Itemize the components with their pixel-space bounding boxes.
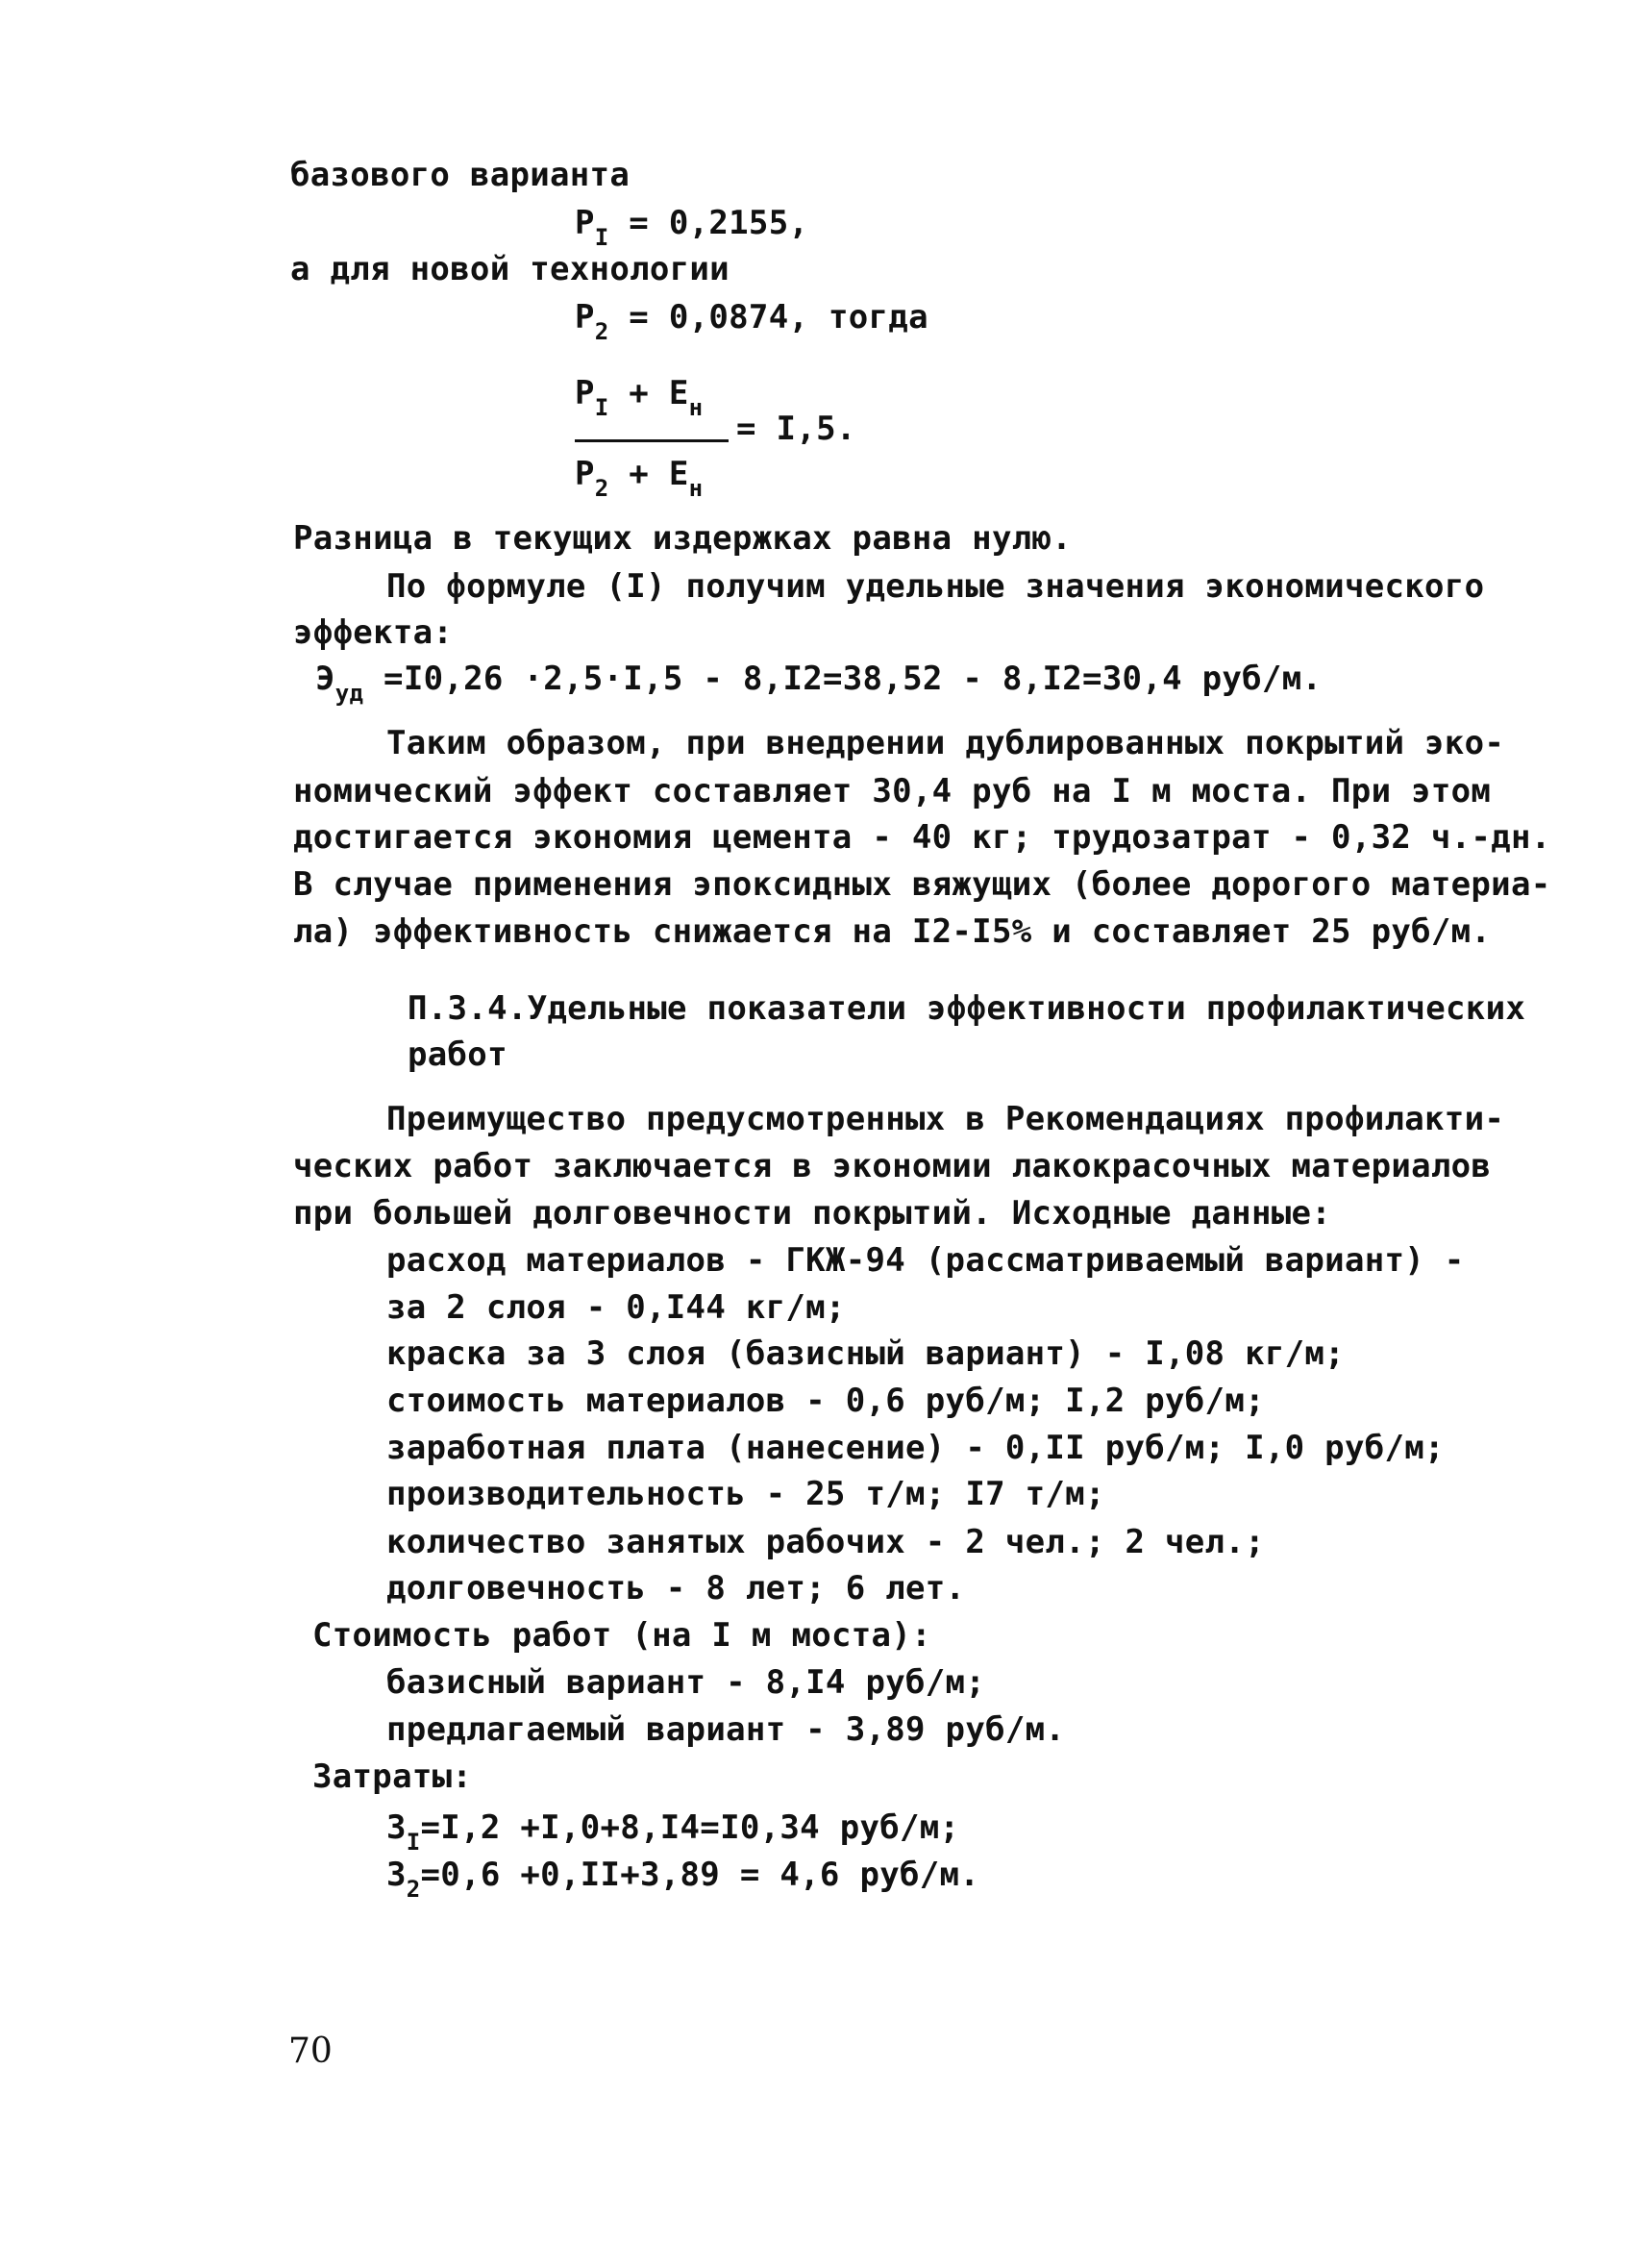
text-line: Таким образом, при внедрении дублированных покрытий эко- [386, 724, 1505, 762]
text-line: Разница в текущих издержках равна нулю. [293, 519, 1073, 558]
text-line: В случае применения эпоксидных вяжущих (более дорогого материа- [293, 865, 1551, 904]
text-line: достигается экономия цемента - 40 кг; трудозатрат - 0,32 ч.-дн. [293, 818, 1551, 857]
fraction-denominator: $P_2 + E_н$ [575, 455, 704, 502]
list-item: предлагаемый вариант - 3,89 руб/м. [386, 1710, 1066, 1749]
page-number: 70 [288, 2031, 333, 2071]
fraction-numerator: $P_I + E_н$ [575, 374, 704, 421]
text-line: базового варианта [290, 156, 631, 194]
formula-p2: $P_2 = 0,0874$, тогда [575, 298, 928, 345]
text-line: Стоимость работ (на I м моста): [312, 1616, 931, 1655]
text-line: эффекта: [293, 613, 454, 652]
list-item: стоимость материалов - 0,6 руб/м; I,2 руб/м; [386, 1382, 1265, 1420]
fraction-result: = I,5. [736, 410, 856, 448]
formula-cost-2: $З_2=0,6 +0,II+3,89 = 4,6$ руб/м. [386, 1856, 980, 1903]
list-item: производительность - 25 т/м; I7 т/м; [386, 1475, 1105, 1513]
text-line: ла) эффективность снижается на I2-I5% и составляет 25 руб/м. [293, 912, 1492, 951]
list-item: количество занятых рабочих - 2 чел.; 2 чел.; [386, 1523, 1265, 1561]
text-line: По формуле (I) получим удельные значения экономического [386, 567, 1485, 606]
text-line: Затраты: [312, 1757, 473, 1796]
text-line: номический эффект составляет 30,4 руб на I м моста. При этом [293, 772, 1492, 810]
list-item: заработная плата (нанесение) - 0,II руб/м; I,0 руб/м; [386, 1429, 1445, 1467]
list-item: базисный вариант - 8,I4 руб/м; [386, 1663, 986, 1702]
list-item: краска за 3 слоя (базисный вариант) - I,08 кг/м; [386, 1334, 1345, 1373]
text-line: Преимущество предусмотренных в Рекомендациях профилакти- [386, 1100, 1505, 1138]
text-line: ческих работ заключается в экономии лакокрасочных материалов [293, 1147, 1492, 1185]
list-item: долговечность - 8 лет; 6 лет. [386, 1569, 966, 1608]
formula-effect: $Э_{уд} =I0,26 \cdot 2,5\cdot I,5 - 8,I2=38,52 - 8,I2=30,4$ руб/м. [315, 660, 1323, 707]
formula-cost-1: $З_I=I,2 +I,0+8,I4=I0,34$ руб/м; [386, 1808, 960, 1856]
list-item: расход материалов - ГКЖ-94 (рассматриваемый вариант) - [386, 1241, 1465, 1280]
list-item: за 2 слоя - 0,I44 кг/м; [386, 1288, 846, 1327]
text-line: а для новой технологии [290, 250, 730, 288]
section-heading: П.3.4.Удельные показатели эффективности профилактических [408, 989, 1526, 1028]
fraction-bar [575, 439, 729, 442]
section-heading-continued: работ [408, 1035, 507, 1074]
text-line: при большей долговечности покрытий. Исходные данные: [293, 1194, 1332, 1233]
formula-p1: $P_I = 0,2155$, [575, 204, 809, 251]
